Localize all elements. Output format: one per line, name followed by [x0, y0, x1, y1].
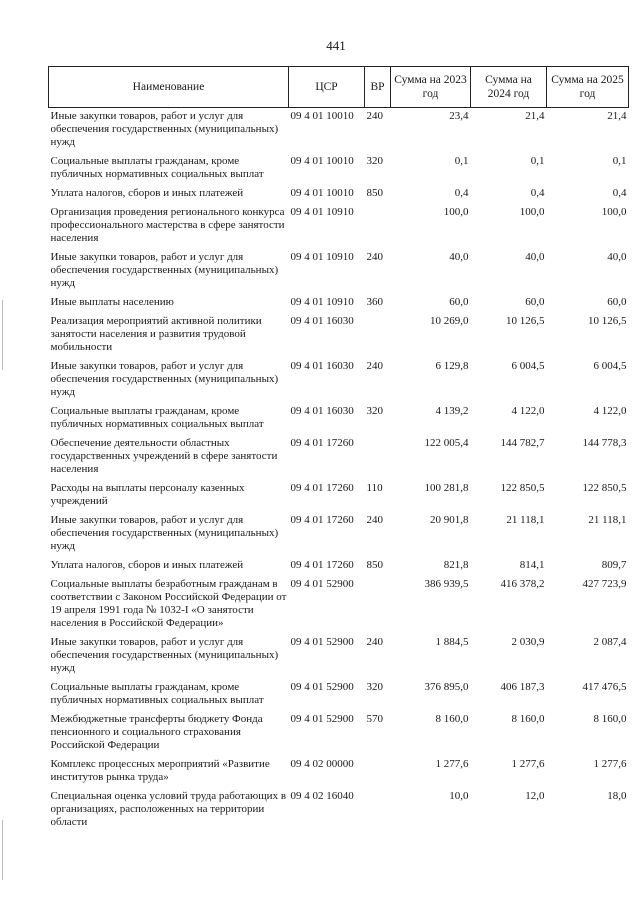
row-csr: 09 4 01 17260 [290, 514, 354, 526]
row-vr [365, 788, 391, 833]
row-vr: 320 [366, 155, 383, 167]
row-sum-2025: 4 122,0 [593, 405, 627, 417]
row-sum-2024: 144 782,7 [500, 437, 545, 449]
row-sum-2024: 122 850,5 [500, 482, 545, 494]
row-sum-2024: 814,1 [519, 559, 545, 571]
row-name: Организация проведения регионального конкурса профессионального мастерства в сфере занятости населения [50, 206, 285, 244]
table-row [49, 634, 629, 679]
row-sum-2023: 4 139,2 [435, 405, 469, 417]
row-sum-2024: 21,4 [525, 110, 545, 122]
row-vr [365, 313, 391, 358]
header-sum-2024: Сумма на 2024 год [471, 67, 547, 108]
row-sum-2025: 2 087,4 [593, 636, 627, 648]
row-csr: 09 4 01 10910 [290, 206, 354, 218]
row-sum-2025: 21 118,1 [588, 514, 627, 526]
table-row [49, 711, 629, 756]
row-sum-2023: 1 277,6 [435, 758, 469, 770]
row-sum-2025: 21,4 [607, 110, 627, 122]
row-sum-2025: 40,0 [607, 251, 627, 263]
row-sum-2025: 6 004,5 [593, 360, 627, 372]
row-sum-2024: 100,0 [519, 206, 545, 218]
row-name: Иные закупки товаров, работ и услуг для обеспечения государственных (муниципальных) нужд [50, 514, 279, 552]
budget-table [48, 66, 629, 833]
scan-margin-mark [2, 820, 3, 880]
table-row [49, 313, 629, 358]
table-row [49, 679, 629, 711]
header-name: Наименование [49, 67, 289, 108]
table-row [49, 557, 629, 576]
row-csr: 09 4 01 16030 [290, 405, 354, 417]
row-vr: 240 [366, 251, 383, 263]
row-sum-2024: 416 378,2 [500, 578, 545, 590]
row-sum-2023: 386 939,5 [424, 578, 469, 590]
table-row [49, 108, 629, 154]
row-sum-2023: 376 895,0 [424, 681, 469, 693]
row-sum-2025: 0,4 [612, 187, 627, 199]
row-sum-2024: 1 277,6 [511, 758, 545, 770]
row-name: Реализация мероприятий активной политики занятости населения и развития трудовой мобильности [50, 315, 262, 353]
header-sum-2025: Сумма на 2025 год [547, 67, 629, 108]
row-vr: 320 [366, 681, 383, 693]
table-header [49, 67, 629, 108]
row-name: Специальная оценка условий труда работающих в организациях, расположенных на территории области [50, 790, 287, 828]
row-sum-2023: 20 901,8 [430, 514, 469, 526]
row-vr: 240 [366, 360, 383, 372]
row-csr: 09 4 02 00000 [290, 758, 354, 770]
row-name: Социальные выплаты гражданам, кроме публичных нормативных социальных выплат [50, 155, 264, 180]
row-sum-2025: 417 476,5 [582, 681, 627, 693]
row-name: Социальные выплаты безработным гражданам в соответствии с Законом Российской Федерации от 19 апреля 1991 года № 1032-I «О занятости населения в Российской Федерации» [50, 578, 287, 629]
table-row [49, 403, 629, 435]
table-row [49, 788, 629, 833]
row-sum-2023: 0,4 [454, 187, 469, 199]
row-vr: 570 [366, 713, 383, 725]
row-sum-2024: 40,0 [525, 251, 545, 263]
row-sum-2023: 23,4 [449, 110, 469, 122]
row-sum-2024: 8 160,0 [511, 713, 545, 725]
row-sum-2023: 0,1 [454, 155, 469, 167]
row-sum-2024: 21 118,1 [506, 514, 545, 526]
table-row [49, 185, 629, 204]
row-csr: 09 4 01 10910 [290, 251, 354, 263]
row-sum-2025: 122 850,5 [582, 482, 627, 494]
row-csr: 09 4 01 10010 [290, 110, 354, 122]
table-row [49, 756, 629, 788]
row-name: Межбюджетные трансферты бюджету Фонда пенсионного и социального страхования Российской Федерации [50, 713, 263, 751]
row-sum-2023: 122 005,4 [424, 437, 469, 449]
scan-margin-mark [2, 300, 3, 370]
row-vr: 240 [366, 110, 383, 122]
table-row [49, 153, 629, 185]
row-sum-2025: 144 778,3 [582, 437, 627, 449]
row-sum-2024: 406 187,3 [500, 681, 545, 693]
row-name: Уплата налогов, сборов и иных платежей [50, 559, 244, 571]
row-sum-2023: 10,0 [449, 790, 469, 802]
row-csr: 09 4 01 17260 [290, 559, 354, 571]
row-sum-2024: 4 122,0 [511, 405, 545, 417]
row-sum-2025: 100,0 [601, 206, 627, 218]
row-name: Комплекс процессных мероприятий «Развитие институтов рынка труда» [50, 758, 270, 783]
page-number: 441 [326, 38, 346, 53]
row-name: Обеспечение деятельности областных государственных учреждений в сфере занятости населения [50, 437, 278, 475]
table-row [49, 204, 629, 249]
row-sum-2023: 60,0 [449, 296, 469, 308]
row-sum-2023: 100 281,8 [424, 482, 469, 494]
row-name: Иные закупки товаров, работ и услуг для обеспечения государственных (муниципальных) нужд [50, 110, 279, 148]
table-row [49, 512, 629, 557]
row-name: Социальные выплаты гражданам, кроме публичных нормативных социальных выплат [50, 405, 264, 430]
row-sum-2024: 0,4 [530, 187, 545, 199]
row-sum-2025: 60,0 [607, 296, 627, 308]
row-sum-2024: 12,0 [525, 790, 545, 802]
table-row [49, 576, 629, 634]
row-name: Социальные выплаты гражданам, кроме публичных нормативных социальных выплат [50, 681, 264, 706]
row-csr: 09 4 01 10010 [290, 155, 354, 167]
row-sum-2024: 60,0 [525, 296, 545, 308]
table-row [49, 358, 629, 403]
row-sum-2025: 809,7 [601, 559, 627, 571]
table-row [49, 249, 629, 294]
row-vr: 110 [366, 482, 383, 494]
row-csr: 09 4 01 10910 [290, 296, 354, 308]
row-csr: 09 4 01 17260 [290, 482, 354, 494]
row-vr [365, 435, 391, 480]
row-name: Расходы на выплаты персоналу казенных учреждений [50, 482, 245, 507]
row-csr: 09 4 01 52900 [290, 681, 354, 693]
table-row [49, 435, 629, 480]
table-body [49, 108, 629, 834]
row-name: Иные закупки товаров, работ и услуг для обеспечения государственных (муниципальных) нужд [50, 251, 279, 289]
row-sum-2025: 8 160,0 [593, 713, 627, 725]
row-csr: 09 4 01 52900 [290, 636, 354, 648]
row-csr: 09 4 02 16040 [290, 790, 354, 802]
row-name: Иные закупки товаров, работ и услуг для обеспечения государственных (муниципальных) нужд [50, 360, 279, 398]
row-name: Иные выплаты населению [50, 296, 174, 308]
header-sum-2023: Сумма на 2023 год [391, 67, 471, 108]
row-sum-2023: 821,8 [443, 559, 469, 571]
row-vr: 320 [366, 405, 383, 417]
row-csr: 09 4 01 16030 [290, 360, 354, 372]
row-vr: 240 [366, 514, 383, 526]
header-vr: ВР [365, 67, 391, 108]
row-csr: 09 4 01 10010 [290, 187, 354, 199]
row-csr: 09 4 01 16030 [290, 315, 354, 327]
row-sum-2025: 0,1 [612, 155, 627, 167]
row-sum-2025: 427 723,9 [582, 578, 627, 590]
row-csr: 09 4 01 52900 [290, 578, 354, 590]
row-sum-2024: 6 004,5 [511, 360, 545, 372]
table-row [49, 480, 629, 512]
row-name: Уплата налогов, сборов и иных платежей [50, 187, 244, 199]
row-vr: 360 [366, 296, 383, 308]
row-sum-2024: 2 030,9 [511, 636, 545, 648]
row-name: Иные закупки товаров, работ и услуг для обеспечения государственных (муниципальных) нужд [50, 636, 279, 674]
row-sum-2025: 1 277,6 [593, 758, 627, 770]
row-csr: 09 4 01 17260 [290, 437, 354, 449]
header-csr: ЦСР [289, 67, 365, 108]
row-sum-2023: 40,0 [449, 251, 469, 263]
row-vr: 850 [366, 559, 383, 571]
row-vr: 850 [366, 187, 383, 199]
row-csr: 09 4 01 52900 [290, 713, 354, 725]
row-vr: 240 [366, 636, 383, 648]
table-row [49, 294, 629, 313]
row-sum-2023: 1 884,5 [435, 636, 469, 648]
row-sum-2025: 18,0 [607, 790, 627, 802]
row-sum-2024: 10 126,5 [506, 315, 545, 327]
row-sum-2023: 100,0 [443, 206, 469, 218]
row-vr [365, 576, 391, 634]
row-sum-2024: 0,1 [530, 155, 545, 167]
row-sum-2023: 6 129,8 [435, 360, 469, 372]
row-sum-2023: 10 269,0 [430, 315, 469, 327]
row-vr [365, 756, 391, 788]
row-sum-2025: 10 126,5 [588, 315, 627, 327]
row-sum-2023: 8 160,0 [435, 713, 469, 725]
row-vr [365, 204, 391, 249]
